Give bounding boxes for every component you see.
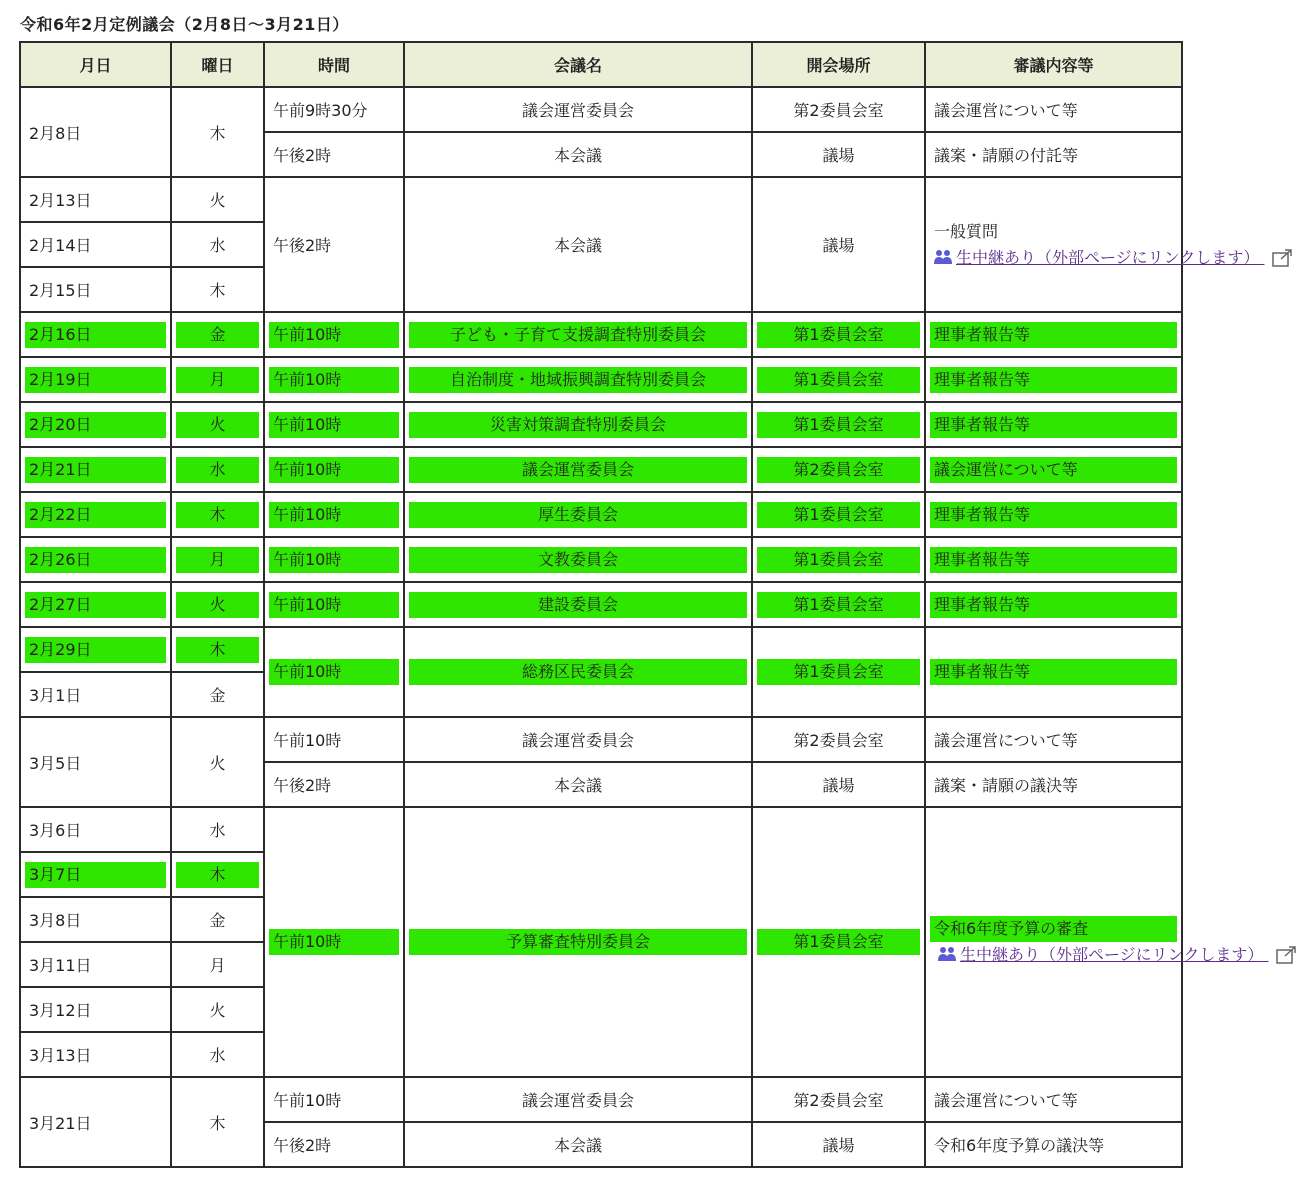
- date-cell: 2月13日: [20, 177, 171, 222]
- table-row: [20, 1077, 1182, 1122]
- content-cell: 令和6年度予算の議決等: [925, 1122, 1182, 1167]
- header-meeting: 会議名: [404, 42, 752, 87]
- venue-cell: [752, 357, 925, 402]
- time-cell: 午前10時: [264, 717, 404, 762]
- content-text: 理事者報告等: [930, 592, 1177, 618]
- date-cell: [20, 582, 171, 627]
- content-text: 理事者報告等: [930, 367, 1177, 393]
- header-content: 審議内容等: [925, 42, 1182, 87]
- date-cell: [20, 402, 171, 447]
- time-cell: [264, 447, 404, 492]
- weekday-cell: 火: [171, 717, 264, 807]
- content-cell: 議案・請願の付託等: [925, 132, 1182, 177]
- meeting-cell: 議会運営委員会: [404, 87, 752, 132]
- header-weekday: 曜日: [171, 42, 264, 87]
- content-cell: [925, 357, 1182, 402]
- date-text: 2月16日: [25, 322, 166, 348]
- content-cell: [925, 627, 1182, 717]
- meeting-text: 建設委員会: [409, 592, 747, 618]
- external-link-icon: [1272, 249, 1294, 267]
- people-icon: [934, 249, 952, 265]
- content-cell: [925, 312, 1182, 357]
- date-cell: 2月8日: [20, 87, 171, 177]
- meeting-text: 文教委員会: [409, 547, 747, 573]
- time-cell: [264, 402, 404, 447]
- content-text: 理事者報告等: [930, 412, 1177, 438]
- table-row: [20, 177, 1182, 222]
- time-cell: [264, 807, 404, 1077]
- header-venue: 開会場所: [752, 42, 925, 87]
- venue-cell: [752, 402, 925, 447]
- time-cell: 午後2時: [264, 132, 404, 177]
- venue-text: 第1委員会室: [757, 322, 920, 348]
- meeting-text: 予算審査特別委員会: [409, 929, 747, 955]
- venue-text: 第1委員会室: [757, 592, 920, 618]
- content-text: 理事者報告等: [930, 659, 1177, 685]
- weekday-cell: [171, 627, 264, 672]
- table-row: [20, 492, 1182, 537]
- venue-cell: [752, 447, 925, 492]
- weekday-cell: 金: [171, 672, 264, 717]
- date-text: 2月26日: [25, 547, 166, 573]
- date-text: 2月29日: [25, 637, 166, 663]
- content-cell: 議会運営について等: [925, 717, 1182, 762]
- schedule-table: [19, 41, 1264, 1168]
- time-cell: 午後2時: [264, 1122, 404, 1167]
- weekday-cell: 木: [171, 87, 264, 177]
- date-cell: [20, 627, 171, 672]
- time-text: 午前10時: [269, 659, 399, 685]
- venue-cell: [752, 492, 925, 537]
- meeting-cell: 本会議: [404, 177, 752, 312]
- venue-cell: [752, 627, 925, 717]
- date-cell: 3月6日: [20, 807, 171, 852]
- time-text: 午前10時: [269, 457, 399, 483]
- meeting-text: 議会運営委員会: [409, 457, 747, 483]
- time-text: 午前10時: [269, 547, 399, 573]
- date-cell: [20, 537, 171, 582]
- table-row: [20, 402, 1182, 447]
- time-cell: [264, 312, 404, 357]
- time-cell: 午後2時: [264, 177, 404, 312]
- meeting-cell: 本会議: [404, 132, 752, 177]
- live-stream-link-label: 生中継あり（外部ページにリンクします）: [956, 247, 1260, 267]
- time-text: 午前10時: [269, 322, 399, 348]
- date-text: 2月27日: [25, 592, 166, 618]
- meeting-cell: 本会議: [404, 762, 752, 807]
- content-text: 理事者報告等: [930, 322, 1177, 348]
- meeting-cell: [404, 402, 752, 447]
- table-row: [20, 312, 1182, 357]
- date-cell: [20, 492, 171, 537]
- weekday-cell: 木: [171, 1077, 264, 1167]
- weekday-cell: 水: [171, 1032, 264, 1077]
- content-cell: 議案・請願の議決等: [925, 762, 1182, 807]
- time-cell: [264, 537, 404, 582]
- time-cell: [264, 357, 404, 402]
- meeting-cell: [404, 447, 752, 492]
- date-cell: 2月14日: [20, 222, 171, 267]
- table-row: [20, 807, 1182, 852]
- meeting-text: 災害対策調査特別委員会: [409, 412, 747, 438]
- page-title: 令和6年2月定例議会（2月8日～3月21日）: [20, 15, 349, 34]
- weekday-cell: [171, 312, 264, 357]
- weekday-text: 金: [176, 322, 259, 348]
- date-cell: 3月11日: [20, 942, 171, 987]
- content-cell: 議会運営について等: [925, 1077, 1182, 1122]
- venue-cell: [752, 582, 925, 627]
- weekday-cell: 火: [171, 987, 264, 1032]
- table-row: [20, 717, 1182, 762]
- live-stream-link[interactable]: [938, 945, 1268, 964]
- weekday-text: 木: [176, 862, 259, 888]
- venue-cell: 議場: [752, 762, 925, 807]
- table-row: [20, 447, 1182, 492]
- venue-text: 第1委員会室: [757, 659, 920, 685]
- content-text: 理事者報告等: [930, 502, 1177, 528]
- venue-cell: 議場: [752, 177, 925, 312]
- people-icon: [938, 946, 956, 962]
- time-cell: [264, 627, 404, 717]
- weekday-cell: [171, 852, 264, 897]
- content-text: 議会運営について等: [930, 457, 1177, 483]
- header-date: 月日: [20, 42, 171, 87]
- table-row: [20, 627, 1182, 672]
- date-cell: 3月8日: [20, 897, 171, 942]
- venue-cell: [752, 537, 925, 582]
- meeting-cell: [404, 357, 752, 402]
- meeting-text: 総務区民委員会: [409, 659, 747, 685]
- live-stream-link-label: 生中継あり（外部ページにリンクします）: [960, 945, 1264, 964]
- content-cell: [925, 492, 1182, 537]
- content-text: 理事者報告等: [930, 547, 1177, 573]
- content-cell: [925, 447, 1182, 492]
- content-cell: [925, 807, 1264, 1077]
- content-cell: [925, 537, 1182, 582]
- table-row: [20, 537, 1182, 582]
- venue-cell: 第2委員会室: [752, 1077, 925, 1122]
- venue-cell: 議場: [752, 132, 925, 177]
- date-cell: [20, 312, 171, 357]
- venue-text: 第1委員会室: [757, 502, 920, 528]
- date-text: 3月7日: [25, 862, 166, 888]
- venue-text: 第1委員会室: [757, 929, 920, 955]
- meeting-cell: [404, 627, 752, 717]
- meeting-cell: [404, 312, 752, 357]
- venue-cell: 議場: [752, 1122, 925, 1167]
- date-cell: 3月21日: [20, 1077, 171, 1167]
- time-text: 午前10時: [269, 412, 399, 438]
- time-text: 午前10時: [269, 929, 399, 955]
- weekday-cell: [171, 357, 264, 402]
- meeting-cell: 議会運営委員会: [404, 717, 752, 762]
- date-text: 2月22日: [25, 502, 166, 528]
- content-text: 令和6年度予算の審査: [930, 916, 1177, 942]
- time-cell: [264, 582, 404, 627]
- time-text: 午前10時: [269, 592, 399, 618]
- time-text: 午前10時: [269, 367, 399, 393]
- weekday-text: 火: [176, 592, 259, 618]
- time-cell: 午前10時: [264, 1077, 404, 1122]
- venue-text: 第1委員会室: [757, 412, 920, 438]
- table-row: [20, 357, 1182, 402]
- date-text: 2月19日: [25, 367, 166, 393]
- weekday-cell: 月: [171, 942, 264, 987]
- date-cell: [20, 852, 171, 897]
- meeting-text: 子ども・子育て支援調査特別委員会: [409, 322, 747, 348]
- content-cell: [925, 402, 1182, 447]
- meeting-cell: 本会議: [404, 1122, 752, 1167]
- weekday-cell: 水: [171, 222, 264, 267]
- weekday-cell: [171, 492, 264, 537]
- date-text: 2月21日: [25, 457, 166, 483]
- date-cell: 2月15日: [20, 267, 171, 312]
- weekday-cell: [171, 537, 264, 582]
- date-cell: [20, 357, 171, 402]
- venue-text: 第2委員会室: [757, 457, 920, 483]
- meeting-cell: 議会運営委員会: [404, 1077, 752, 1122]
- weekday-cell: [171, 582, 264, 627]
- meeting-text: 厚生委員会: [409, 502, 747, 528]
- time-cell: 午前9時30分: [264, 87, 404, 132]
- table-row: [20, 87, 1182, 132]
- weekday-cell: [171, 402, 264, 447]
- weekday-text: 月: [176, 547, 259, 573]
- table-row: [20, 582, 1182, 627]
- weekday-text: 木: [176, 637, 259, 663]
- date-text: 2月20日: [25, 412, 166, 438]
- venue-cell: [752, 807, 925, 1077]
- content-text: 一般質問: [934, 221, 999, 241]
- weekday-cell: 水: [171, 807, 264, 852]
- date-cell: 3月1日: [20, 672, 171, 717]
- venue-cell: [752, 312, 925, 357]
- date-cell: 3月5日: [20, 717, 171, 807]
- date-cell: 3月12日: [20, 987, 171, 1032]
- external-link-icon: [1276, 946, 1298, 964]
- venue-cell: 第2委員会室: [752, 717, 925, 762]
- content-cell: [925, 177, 1260, 312]
- time-text: 午前10時: [269, 502, 399, 528]
- weekday-cell: 金: [171, 897, 264, 942]
- meeting-cell: [404, 807, 752, 1077]
- venue-text: 第1委員会室: [757, 547, 920, 573]
- date-cell: 3月13日: [20, 1032, 171, 1077]
- weekday-cell: [171, 447, 264, 492]
- meeting-cell: [404, 537, 752, 582]
- table-header-row: [20, 42, 1182, 87]
- live-stream-link[interactable]: [934, 248, 1264, 267]
- header-time: 時間: [264, 42, 404, 87]
- meeting-cell: [404, 492, 752, 537]
- time-cell: [264, 492, 404, 537]
- meeting-text: 自治制度・地域振興調査特別委員会: [409, 367, 747, 393]
- content-cell: 議会運営について等: [925, 87, 1182, 132]
- content-cell: [925, 582, 1182, 627]
- weekday-text: 月: [176, 367, 259, 393]
- time-cell: 午後2時: [264, 762, 404, 807]
- weekday-text: 木: [176, 502, 259, 528]
- weekday-cell: 木: [171, 267, 264, 312]
- weekday-cell: 火: [171, 177, 264, 222]
- meeting-cell: [404, 582, 752, 627]
- venue-text: 第1委員会室: [757, 367, 920, 393]
- date-cell: [20, 447, 171, 492]
- venue-cell: 第2委員会室: [752, 87, 925, 132]
- weekday-text: 火: [176, 412, 259, 438]
- weekday-text: 水: [176, 457, 259, 483]
